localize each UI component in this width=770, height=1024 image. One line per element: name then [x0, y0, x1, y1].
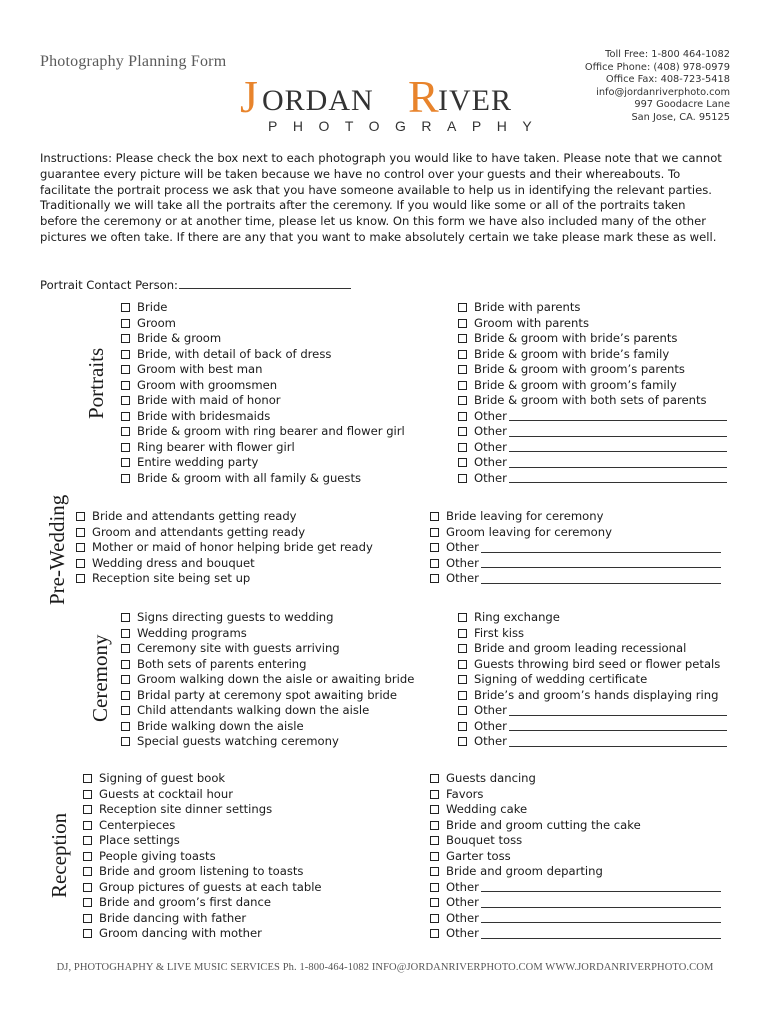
checkbox[interactable]: [121, 458, 130, 467]
logo-subtitle: PHOTOGRAPHY: [268, 118, 548, 134]
checklist-item-label: Bride & groom with all family & guests: [137, 470, 362, 485]
checklist-item-label: Signs directing guests to wedding: [137, 610, 334, 624]
checklist-item: [121, 734, 414, 750]
checklist-item: [458, 672, 727, 688]
checklist-item: [121, 424, 405, 440]
checklist-item: [458, 362, 727, 378]
checkbox[interactable]: [76, 559, 85, 568]
checklist-item: [430, 926, 721, 942]
checklist-item: [83, 895, 322, 911]
checklist-item-label: Reception site being set up: [92, 571, 251, 585]
checkbox[interactable]: [430, 929, 439, 938]
checkbox[interactable]: [458, 474, 467, 483]
checkbox[interactable]: [121, 303, 130, 312]
other-write-in-field[interactable]: [481, 898, 721, 908]
street-address: 997 Goodacre Lane: [634, 99, 730, 111]
checkbox[interactable]: [458, 458, 467, 467]
ceremony-left-list: [121, 610, 414, 750]
checkbox[interactable]: [430, 805, 439, 814]
checklist-item: [458, 409, 727, 425]
checklist-item-label: First kiss: [474, 625, 525, 640]
checkbox[interactable]: [458, 350, 467, 359]
checklist-item-label: Bride with parents: [474, 300, 581, 314]
checklist-item-label: Garter toss: [446, 848, 511, 863]
portrait-contact-row: [40, 278, 351, 292]
checklist-item-label: Groom leaving for ceremony: [446, 524, 612, 539]
checklist-item-label: Bride leaving for ceremony: [446, 509, 604, 523]
checklist-item: [121, 641, 414, 657]
checklist-item: [121, 300, 405, 316]
checklist-item-label: Bride and groom leading recessional: [474, 641, 687, 655]
checklist-item-label: Ring bearer with flower girl: [137, 439, 295, 454]
checklist-item-label: Other: [446, 926, 479, 940]
checkbox[interactable]: [430, 528, 439, 537]
portrait-contact-label: Portrait Contact Person:: [40, 278, 178, 292]
checklist-item-label: Centerpieces: [99, 817, 176, 832]
checklist-item: [458, 300, 727, 316]
checklist-item: [458, 734, 727, 750]
footer: DJ, PHOTOGHAPHY & LIVE MUSIC SERVICES Ph. 1-800-464-1082 INFO@JORDANRIVERPHOTO.COM WWW.JORDANRIVERPHOTO.COM: [56, 962, 714, 973]
city-address: San Jose, CA. 95125: [631, 111, 730, 123]
checkbox[interactable]: [430, 883, 439, 892]
checkbox[interactable]: [121, 443, 130, 452]
checkbox[interactable]: [458, 443, 467, 452]
checklist-item: [83, 771, 322, 787]
checklist-item-label: Groom with parents: [474, 315, 589, 330]
checkbox[interactable]: [83, 867, 92, 876]
checklist-item: [430, 849, 721, 865]
checklist-item: [458, 393, 727, 409]
checkbox[interactable]: [121, 675, 130, 684]
checklist-item: [121, 703, 414, 719]
checklist-item: [430, 880, 721, 896]
checkbox[interactable]: [121, 660, 130, 669]
checklist-item-label: Both sets of parents entering: [137, 656, 307, 671]
checkbox[interactable]: [458, 303, 467, 312]
checklist-item: [83, 787, 322, 803]
checklist-item: [121, 610, 414, 626]
checklist-item-label: Bride’s and groom’s hands displaying ring: [474, 687, 719, 702]
checklist-item-label: Other: [474, 734, 507, 748]
checklist-item-label: Entire wedding party: [137, 455, 259, 469]
checkbox[interactable]: [121, 737, 130, 746]
other-write-in-field[interactable]: [509, 737, 727, 747]
checklist-item: [430, 525, 721, 541]
checkbox[interactable]: [458, 319, 467, 328]
other-write-in-field[interactable]: [481, 543, 721, 553]
checklist-item: [83, 926, 322, 942]
checklist-item-label: Other: [446, 895, 479, 909]
checklist-item-label: Place settings: [99, 833, 180, 847]
checklist-item-label: Favors: [446, 786, 484, 801]
checklist-item-label: Other: [446, 555, 479, 570]
checklist-item: [430, 771, 721, 787]
checklist-item-label: Groom with best man: [137, 362, 263, 376]
checkbox[interactable]: [76, 543, 85, 552]
contact-block: [585, 49, 730, 125]
checkbox[interactable]: [458, 381, 467, 390]
checklist-item-label: Ceremony site with guests arriving: [137, 641, 340, 655]
checklist-item-label: Wedding programs: [137, 625, 247, 640]
checklist-item: [458, 688, 727, 704]
checkbox[interactable]: [121, 691, 130, 700]
checklist-item: [121, 626, 414, 642]
checklist-item: [76, 540, 373, 556]
checklist-item-label: Bride & groom with groom’s family: [474, 377, 677, 392]
portraits-right-list: [458, 300, 727, 486]
checklist-item: [458, 316, 727, 332]
checklist-item: [121, 331, 405, 347]
other-write-in-field[interactable]: [481, 558, 721, 568]
checklist-item: [430, 864, 721, 880]
checklist-item: [458, 657, 727, 673]
checkbox[interactable]: [83, 836, 92, 845]
checkbox[interactable]: [458, 691, 467, 700]
checklist-item-label: Guests throwing bird seed or flower petals: [474, 656, 721, 671]
instructions: Instructions: Please check the box next to each photograph you would like to have taken. Please note that we cannot guarantee every picture will be taken because we have no control over your guests and their whereabouts. To facilitate the portrait process we ask that you have someone available to help us in identifying the relevant parties. Traditionally we will take all the portraits after the ceremony. If you would like some or all of the portraits taken before the ceremony or at another time, please let us know. On this form we have also included many of the other pictures we often take. If there are any that you want to make absolutely certain we take please mark these as well.: [40, 151, 722, 244]
checklist-item: [76, 556, 373, 572]
checklist-item: [458, 378, 727, 394]
portraits-left-list: [121, 300, 405, 486]
checklist-item: [121, 688, 414, 704]
checklist-item: [458, 424, 727, 440]
checklist-item: [430, 802, 721, 818]
checkbox[interactable]: [121, 722, 130, 731]
form-title: Photography Planning Form: [40, 53, 227, 70]
checklist-item: [121, 362, 405, 378]
other-write-in-field[interactable]: [509, 721, 727, 731]
checklist-item-label: Mother or maid of honor helping bride get ready: [92, 540, 373, 554]
other-write-in-field[interactable]: [509, 427, 727, 437]
checklist-item: [121, 455, 405, 471]
checkbox[interactable]: [458, 412, 467, 421]
checklist-item: [83, 911, 322, 927]
checkbox[interactable]: [458, 737, 467, 746]
checkbox[interactable]: [121, 427, 130, 436]
checklist-item: [121, 657, 414, 673]
section-label-prewedding: Pre-Wedding: [45, 494, 69, 605]
checklist-item-label: Groom with groomsmen: [137, 377, 278, 392]
checkbox[interactable]: [458, 644, 467, 653]
checklist-item: [458, 331, 727, 347]
checklist-item-label: Bridal party at ceremony spot awaiting bride: [137, 687, 398, 702]
checklist-item-label: Bride and groom cutting the cake: [446, 817, 641, 832]
checklist-item: [76, 509, 373, 525]
checklist-item-label: Bride with maid of honor: [137, 393, 281, 407]
checklist-item: [458, 471, 727, 487]
checklist-item-label: Bride with bridesmaids: [137, 408, 271, 423]
checklist-item-label: Special guests watching ceremony: [137, 734, 339, 748]
checklist-item: [458, 440, 727, 456]
checklist-item: [430, 895, 721, 911]
office-phone: Office Phone: (408) 978-0979: [584, 61, 730, 73]
checklist-item-label: Other: [446, 540, 479, 554]
other-write-in-field[interactable]: [481, 913, 721, 923]
checkbox[interactable]: [83, 790, 92, 799]
checklist-item: [83, 849, 322, 865]
checklist-item-label: Bride: [137, 300, 168, 314]
checkbox[interactable]: [83, 774, 92, 783]
checklist-item: [430, 556, 721, 572]
checkbox[interactable]: [458, 675, 467, 684]
reception-right-list: [430, 771, 721, 942]
reception-left-list: [83, 771, 322, 942]
section-label-reception: Reception: [47, 812, 71, 898]
other-write-in-field[interactable]: [509, 473, 727, 483]
checkbox[interactable]: [458, 629, 467, 638]
checkbox[interactable]: [430, 543, 439, 552]
checkbox[interactable]: [430, 512, 439, 521]
checklist-item-label: Wedding dress and bouquet: [92, 555, 255, 570]
checklist-item-label: Reception site dinner settings: [99, 802, 273, 816]
checkbox[interactable]: [458, 613, 467, 622]
checkbox[interactable]: [121, 412, 130, 421]
checkbox[interactable]: [430, 836, 439, 845]
prewedding-left-list: [76, 509, 373, 587]
office-fax: Office Fax: 408-723-5418: [605, 74, 730, 86]
checklist-item-label: Guests at cocktail hour: [99, 786, 234, 801]
logo-word-ordan: ORDAN: [262, 84, 374, 117]
checklist-item-label: Bride & groom with ring bearer and flower girl: [137, 424, 405, 438]
checkbox[interactable]: [83, 805, 92, 814]
checklist-item: [121, 719, 414, 735]
portrait-contact-field[interactable]: [179, 278, 351, 289]
checklist-item: [83, 880, 322, 896]
checkbox[interactable]: [121, 319, 130, 328]
logo-word-iver: IVER: [438, 84, 512, 117]
other-write-in-field[interactable]: [481, 929, 721, 939]
checklist-item-label: Bride walking down the aisle: [137, 718, 304, 733]
checkbox[interactable]: [458, 334, 467, 343]
logo-letter-r: R: [408, 71, 440, 122]
company-logo: [240, 71, 548, 142]
checklist-item: [83, 833, 322, 849]
checklist-item: [430, 818, 721, 834]
contact-email: info@jordanriverphoto.com: [596, 86, 730, 98]
checklist-item-label: Other: [474, 439, 507, 454]
checkbox[interactable]: [83, 852, 92, 861]
other-write-in-field[interactable]: [509, 706, 727, 716]
checklist-item: [121, 316, 405, 332]
checklist-item-label: Bride & groom with bride’s parents: [474, 331, 678, 345]
checkbox[interactable]: [458, 427, 467, 436]
checkbox[interactable]: [76, 512, 85, 521]
checklist-item-label: Bride & groom with groom’s parents: [474, 362, 685, 376]
checkbox[interactable]: [430, 790, 439, 799]
checklist-item: [76, 525, 373, 541]
other-write-in-field[interactable]: [509, 442, 727, 452]
ceremony-right-list: [458, 610, 727, 750]
section-label-portraits: Portraits: [84, 347, 108, 419]
checkbox[interactable]: [458, 660, 467, 669]
checkbox[interactable]: [121, 334, 130, 343]
toll-free: Toll Free: 1-800 464-1082: [605, 49, 730, 60]
checkbox[interactable]: [76, 574, 85, 583]
checkbox[interactable]: [83, 929, 92, 938]
checklist-item: [121, 471, 405, 487]
checklist-item-label: Bride dancing with father: [99, 910, 247, 925]
checklist-item: [458, 610, 727, 626]
checklist-item-label: Signing of wedding certificate: [474, 672, 648, 686]
checkbox[interactable]: [430, 574, 439, 583]
checkbox[interactable]: [121, 381, 130, 390]
checkbox[interactable]: [430, 852, 439, 861]
checklist-item-label: Bride and attendants getting ready: [92, 509, 297, 523]
checklist-item-label: Child attendants walking down the aisle: [137, 703, 370, 717]
checklist-item-label: Other: [474, 424, 507, 438]
checklist-item-label: Other: [474, 408, 507, 423]
checkbox[interactable]: [430, 914, 439, 923]
checklist-item-label: Other: [474, 703, 507, 717]
checklist-item-label: Bride and groom’s first dance: [99, 895, 272, 909]
checklist-item-label: Bride and groom listening to toasts: [99, 864, 304, 878]
checklist-item: [458, 641, 727, 657]
other-write-in-field[interactable]: [509, 458, 727, 468]
logo-letter-j: J: [240, 71, 259, 122]
checkbox[interactable]: [121, 474, 130, 483]
checkbox[interactable]: [121, 350, 130, 359]
checkbox[interactable]: [458, 365, 467, 374]
checkbox[interactable]: [83, 883, 92, 892]
checklist-item-label: Bride & groom: [137, 331, 222, 345]
checklist-item-label: Guests dancing: [446, 771, 536, 785]
checkbox[interactable]: [430, 867, 439, 876]
checklist-item: [430, 787, 721, 803]
checklist-item-label: Other: [474, 470, 507, 485]
checklist-item-label: Ring exchange: [474, 610, 560, 624]
checkbox[interactable]: [430, 559, 439, 568]
checkbox[interactable]: [83, 898, 92, 907]
checklist-item-label: Other: [474, 455, 507, 469]
checklist-item-label: Groom walking down the aisle or awaiting bride: [137, 672, 415, 686]
other-write-in-field[interactable]: [509, 411, 727, 421]
checklist-item: [430, 571, 721, 587]
checklist-item: [458, 703, 727, 719]
checklist-item-label: Group pictures of guests at each table: [99, 879, 322, 894]
checklist-item: [83, 864, 322, 880]
checkbox[interactable]: [458, 722, 467, 731]
checklist-item-label: Bride & groom with bride’s family: [474, 346, 670, 361]
checklist-item: [83, 802, 322, 818]
checkbox[interactable]: [458, 396, 467, 405]
checklist-item-label: Groom and attendants getting ready: [92, 524, 306, 539]
section-label-ceremony: Ceremony: [88, 634, 112, 722]
checklist-item-label: Signing of guest book: [99, 771, 226, 785]
checklist-item-label: Bride and groom departing: [446, 864, 603, 878]
checkbox[interactable]: [83, 914, 92, 923]
checklist-item-label: Wedding cake: [446, 802, 528, 816]
checkbox[interactable]: [458, 706, 467, 715]
other-write-in-field[interactable]: [481, 882, 721, 892]
checklist-item: [430, 540, 721, 556]
checkbox[interactable]: [121, 396, 130, 405]
checkbox[interactable]: [121, 365, 130, 374]
checklist-item: [121, 672, 414, 688]
checklist-item-label: Other: [474, 718, 507, 733]
checklist-item: [121, 347, 405, 363]
checklist-item: [430, 911, 721, 927]
checklist-item: [121, 409, 405, 425]
checklist-item-label: Groom dancing with mother: [99, 926, 262, 940]
checklist-item-label: Bride & groom with both sets of parents: [474, 393, 707, 407]
checklist-item: [458, 455, 727, 471]
checkbox[interactable]: [121, 644, 130, 653]
checklist-item: [458, 719, 727, 735]
checklist-item-label: Other: [446, 571, 479, 585]
checkbox[interactable]: [430, 898, 439, 907]
checkbox[interactable]: [121, 613, 130, 622]
checklist-item-label: Other: [446, 879, 479, 894]
checklist-item: [121, 440, 405, 456]
checklist-item: [76, 571, 373, 587]
checklist-item: [430, 833, 721, 849]
checklist-item-label: Bride, with detail of back of dress: [137, 346, 332, 361]
checklist-item-label: Bouquet toss: [446, 833, 523, 847]
checklist-item: [458, 626, 727, 642]
checkbox[interactable]: [76, 528, 85, 537]
checkbox[interactable]: [121, 706, 130, 715]
checklist-item: [83, 818, 322, 834]
checklist-item: [121, 378, 405, 394]
checklist-item-label: Groom: [137, 315, 176, 330]
checklist-item: [458, 347, 727, 363]
checkbox[interactable]: [430, 774, 439, 783]
checklist-item-label: Other: [446, 910, 479, 925]
checklist-item-label: People giving toasts: [99, 848, 216, 863]
checkbox[interactable]: [121, 629, 130, 638]
checkbox[interactable]: [430, 821, 439, 830]
other-write-in-field[interactable]: [481, 574, 721, 584]
checklist-item: [121, 393, 405, 409]
checklist-item: [430, 509, 721, 525]
checkbox[interactable]: [83, 821, 92, 830]
prewedding-right-list: [430, 509, 721, 587]
